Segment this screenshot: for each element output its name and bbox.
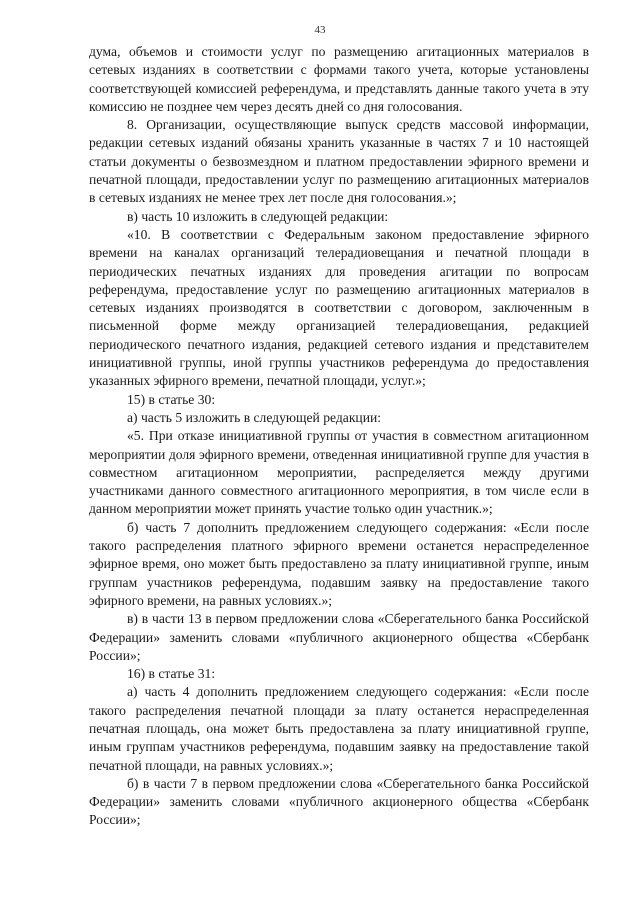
document-body: [89, 43, 589, 830]
paragraph-continuation: дума, объемов и стоимости услуг по размещению агитационных материалов в сетевых изданиях в соответствии с формами такого учета, которые установлены соответствующей комиссией референдума, и представлять данные такого учета в эту комиссию не позднее чем через десять дней со дня голосования.: [89, 44, 589, 114]
page-number: 43: [314, 24, 326, 36]
paragraph-amend-part-5: а) часть 5 изложить в следующей редакции:: [127, 409, 382, 425]
paragraph-part-5-text: «5. При отказе инициативной группы от участия в совместном агитационном мероприятии доля эфирного времени, отведенная инициативной группе для участия в совместном агитационном мероприятии, распределяется между другими участниками данного совместного агитационного мероприятия, в том числе если в данном мероприятии может принять участие только один участник.»;: [89, 428, 589, 517]
paragraph-amend-part-10: в) часть 10 изложить в следующей редакции:: [127, 208, 389, 224]
paragraph-amend-part-7: б) часть 7 дополнить предложением следующего содержания: «Если после такого распределения платного эфирного времени останется нераспределенное эфирное время, оно может быть предоставлено за плату инициативной группе, иным группам участников референдума, подавшим заявку на предоставление такого эфирного времени, на равных условиях.»;: [89, 519, 589, 608]
paragraph-part-10-text: «10. В соответствии с Федеральным законом предоставление эфирного времени на каналах организаций телерадиовещания и печатной площади в периодических печатных изданиях для проведения агитации по вопросам референдума, предоставление услуг по размещению агитационных материалов в сетевых изданиях производятся в соответствии с договором, заключенным в письменной форме между организацией телерадиовещания, редакцией периодического печатного издания, редакцией сетевого издания и представителем инициативной группы, иной группы участников референдума до предоставления указанных эфирного времени, печатной площади, услуг.»;: [89, 226, 589, 389]
paragraph-part-8: 8. Организации, осуществляющие выпуск средств массовой информации, редакции сетевых изданий обязаны хранить указанные в частях 7 и 10 настоящей статьи документы о безвозмездном и платном предоставлении эфирного времени и печатной площади, предоставлении услуг по размещению агитационных материалов в сетевых изданиях не менее трех лет после дня голосования.»;: [89, 117, 589, 206]
paragraph-amend-part-13: в) в части 13 в первом предложении слова «Сберегательного банка Российской Федерации» заменить словами «публичного акционерного общества «Сбербанк России»;: [89, 611, 589, 663]
paragraph-item-15: 15) в статье 30:: [127, 391, 216, 407]
paragraph-amend-part-7-art31: б) в части 7 в первом предложении слова «Сберегательного банка Российской Федерации» заменить словами «публичного акционерного общества «Сбербанк России»;: [89, 775, 589, 828]
paragraph-item-16: 16) в статье 31:: [127, 666, 216, 682]
paragraph-amend-part-4: а) часть 4 дополнить предложением следующего содержания: «Если после такого распределения печатной площади за плату останется нераспределенная печатная площадь, она может быть предоставлена за плату инициативной группе, иным группам участников референдума, подавшим заявку на предоставление такой печатной площади, на равных условиях.»;: [89, 684, 589, 773]
